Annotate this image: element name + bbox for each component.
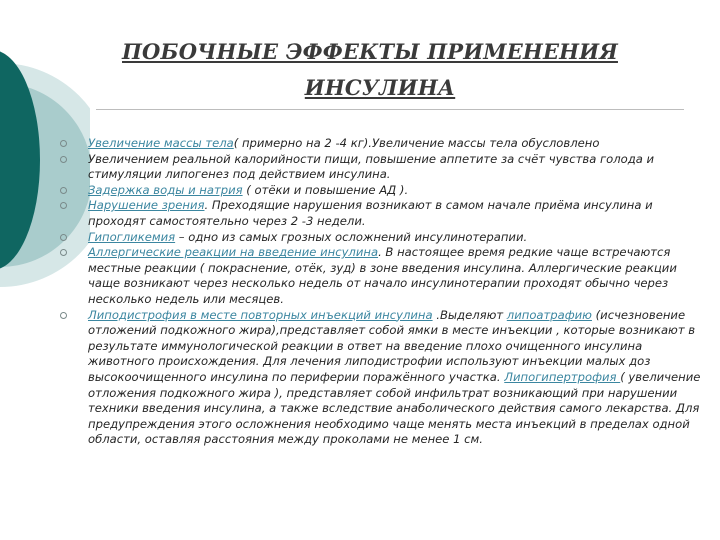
- link-lipoatrophy[interactable]: липоатрафию: [506, 307, 592, 322]
- bullet-icon: [60, 156, 67, 163]
- item-text: . В настоящее время редкие чаще встречаются местные реакции ( покраснение, отёк, зуд) в зоне введения инсулина. Аллергические реакции чаще возникают через несколько недель от начало инсулинотерапии проходят обычно через несколько недель или месяцев.: [88, 245, 677, 306]
- bullet-icon: [60, 202, 67, 209]
- bullet-icon: [60, 312, 67, 319]
- item-text: . Преходящие нарушения возникают в самом начале приёма инсулина и проходят самостоятельно через 2 -3 недели.: [88, 198, 653, 228]
- link-allergy[interactable]: Аллергические реакции на введение инсулина: [88, 245, 379, 260]
- link-vision[interactable]: Нарушение зрения: [88, 198, 205, 213]
- side-effects-list: [60, 136, 710, 448]
- link-lipodystrophy[interactable]: Липодистрофия в месте повторных инъекций инсулина: [88, 307, 433, 322]
- item-text: – одно из самых грозных осложнений инсулинотерапии.: [175, 229, 528, 244]
- list-item-hypoglycemia: [60, 230, 710, 246]
- item-text: ( отёки и повышение АД ).: [242, 182, 409, 197]
- list-item-vision: [60, 198, 710, 229]
- title-divider: [96, 109, 684, 110]
- item-text: (исчезновение отложений подкожного жира),представляет собой ямки в месте инъекции , которые возникают в результате иммунологической реакции в ответ на введение плохо очищенного инсулина животного происхождения. Для лечения липодистрофии используют инъекции малых доз высокоочищенного инсулина по периферии поражённого участка.: [88, 307, 696, 384]
- page-title: [90, 34, 650, 106]
- list-item-weight-gain: [60, 136, 710, 152]
- item-text: ( примерно на 2 -4 кг).Увеличение массы тела обусловлено: [233, 136, 600, 150]
- link-hypoglycemia[interactable]: Гипогликемия: [88, 229, 176, 244]
- bullet-icon: [60, 234, 67, 241]
- bullet-icon: [60, 249, 67, 256]
- title-line-1: ПОБОЧНЫЕ ЭФФЕКТЫ ПРИМЕНЕНИЯ: [122, 39, 618, 64]
- title-line-2: ИНСУЛИНА: [304, 75, 456, 100]
- item-text: .Выделяют: [432, 307, 507, 322]
- list-item-water-retention: [60, 183, 710, 199]
- list-item-lipodystrophy: [60, 308, 710, 448]
- item-text: ( увеличение отложения подкожного жира ), представляет собой инфильтрат возникающий при нарушении техники введения инсулина, а также вследствие анаболического действия самого лекарства. Для предупреждения этого осложнения необходимо чаще менять места инъекций в пределах одной области, оставляя расстояния между проколами не менее 1 см.: [88, 369, 701, 447]
- link-weight-gain[interactable]: Увеличение массы тела: [88, 136, 234, 150]
- list-item-allergy: [60, 245, 710, 307]
- bullet-icon: [60, 187, 67, 194]
- link-lipohypertrophy[interactable]: Липогипертрофия: [504, 369, 621, 384]
- item-text: Увеличением реальной калорийности пищи, повышение аппетите за счёт чувства голода и стимуляции липогенез под действием инсулина.: [88, 151, 655, 182]
- link-water-retention[interactable]: Задержка воды и натрия: [88, 182, 243, 197]
- list-item-calories: [60, 152, 710, 183]
- bullet-icon: [60, 140, 67, 147]
